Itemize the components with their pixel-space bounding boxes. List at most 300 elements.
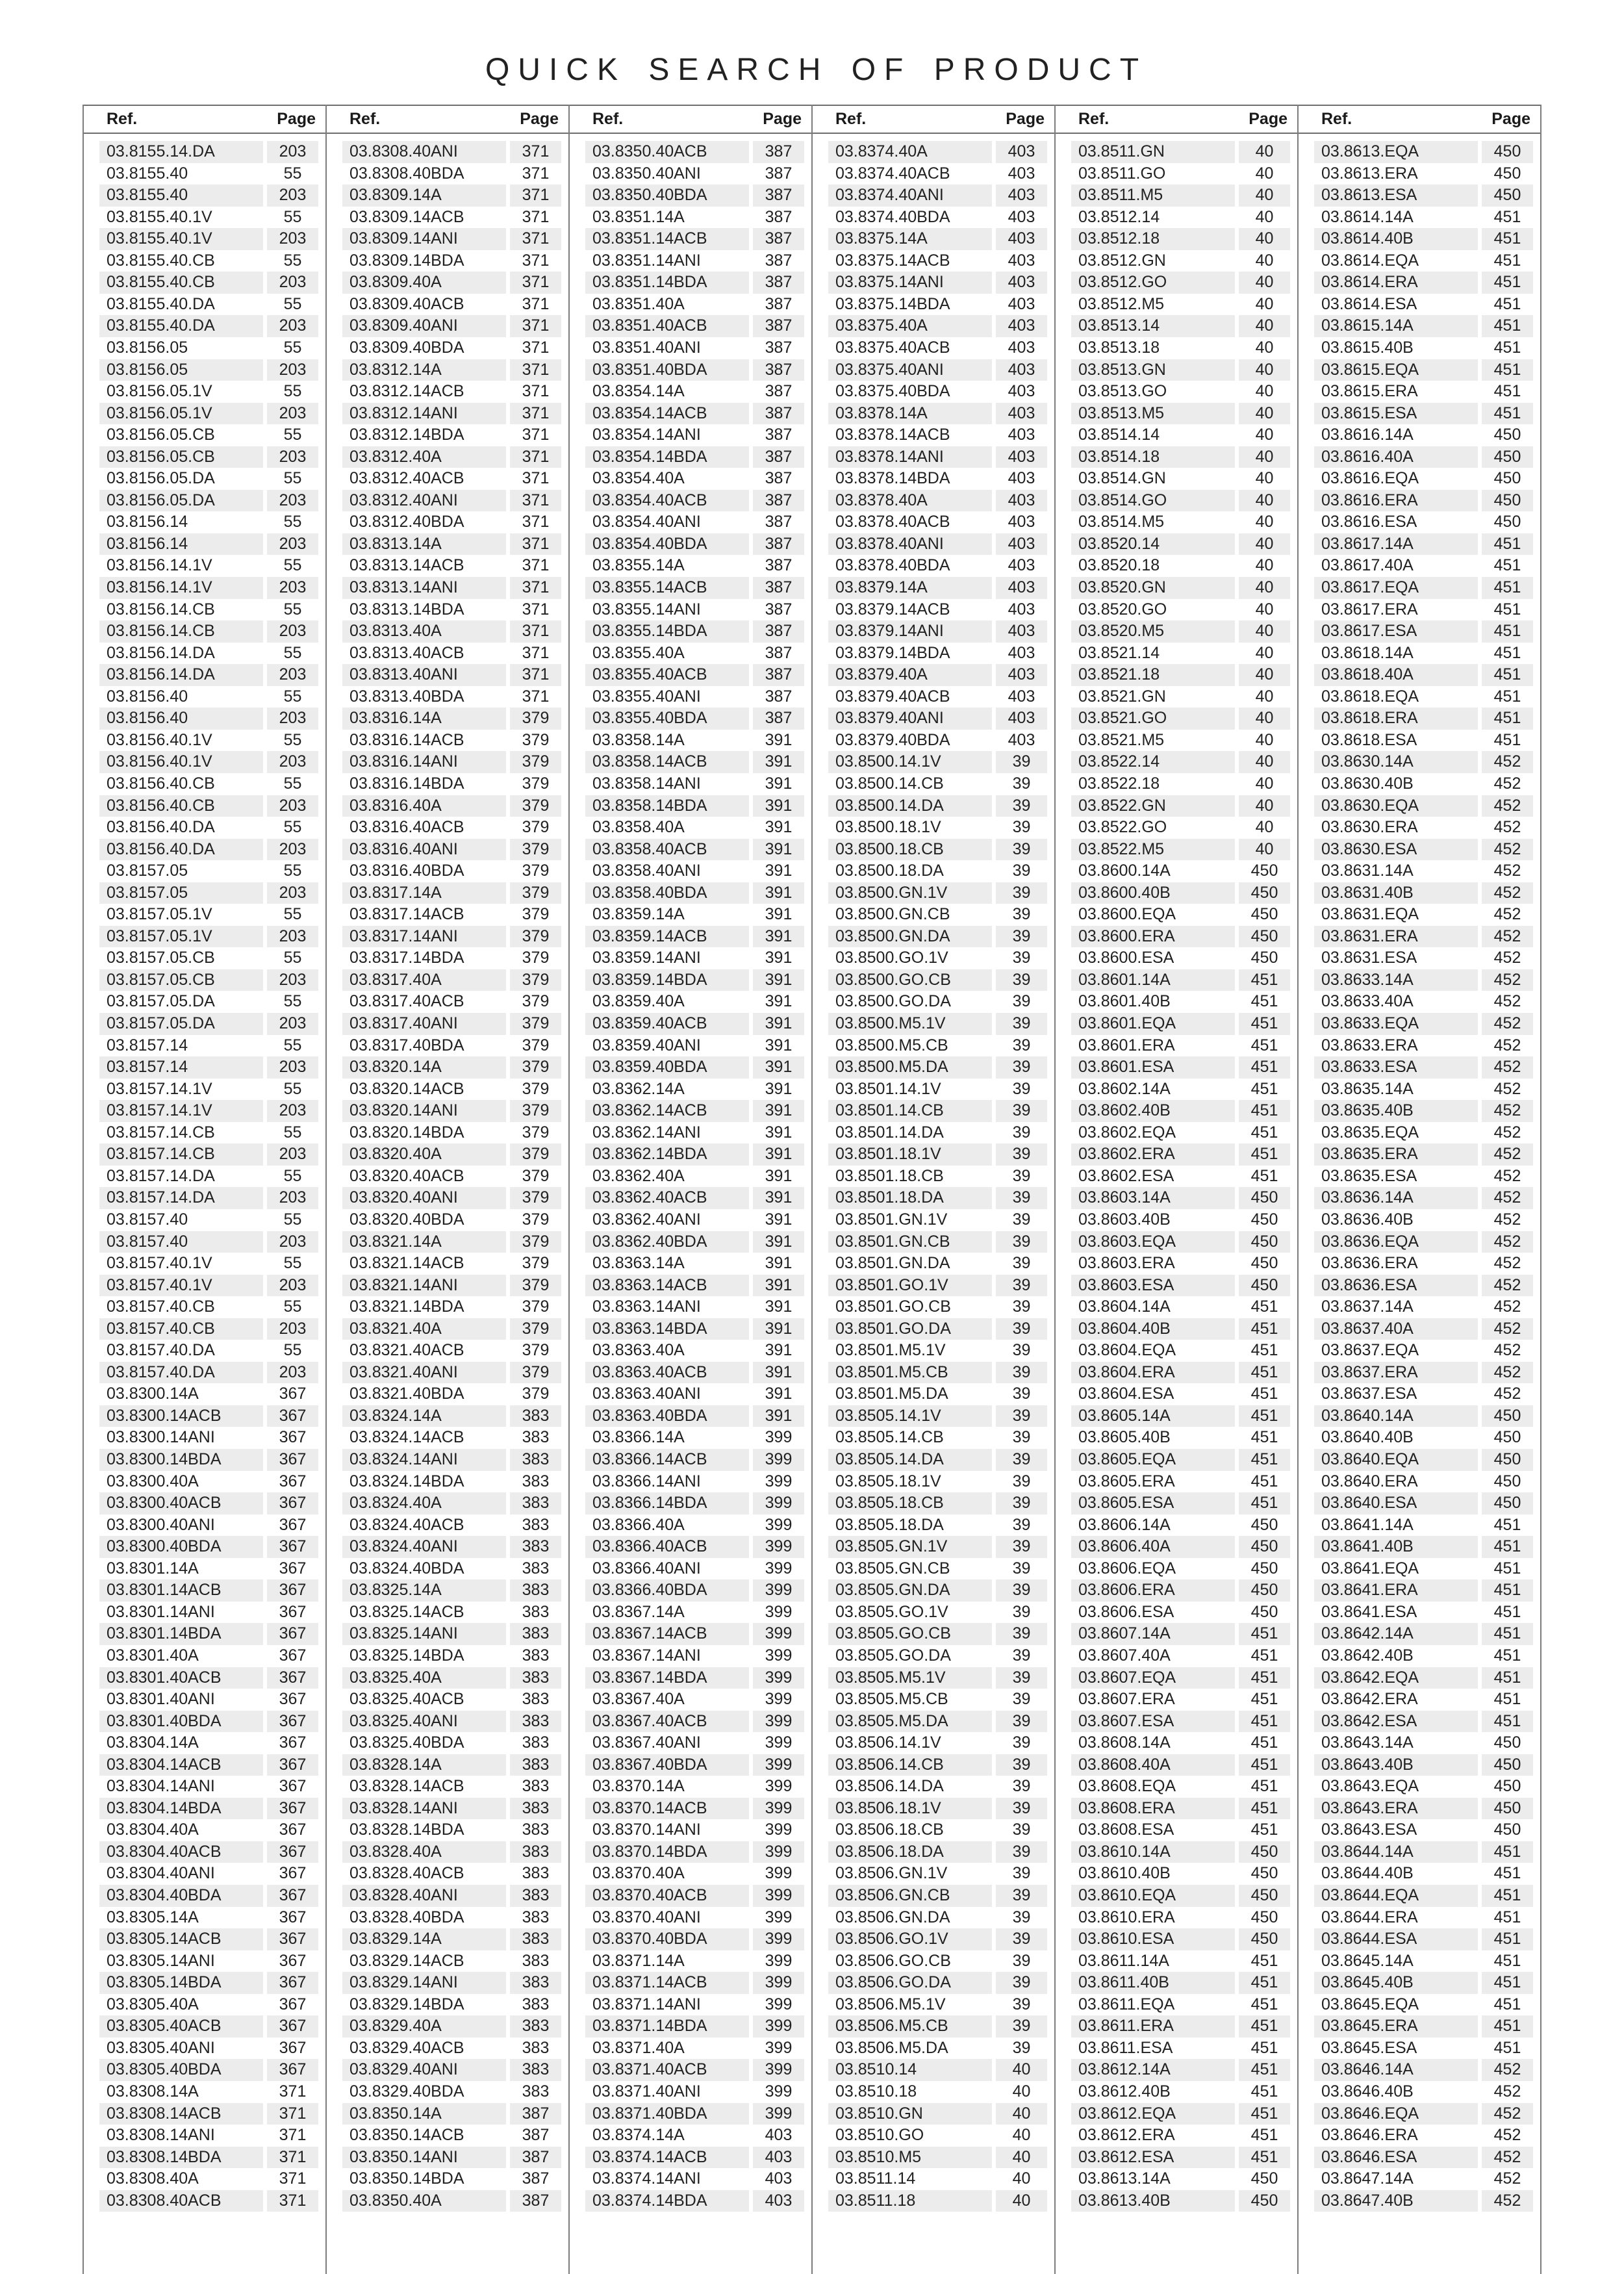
index-row [1298, 2168, 1541, 2190]
ref-code: 03.8366.40BDA [585, 1579, 749, 1602]
ref-code: 03.8603.EQA [1071, 1231, 1235, 1253]
page-number: 40 [1255, 687, 1274, 706]
page-number: 40 [1239, 708, 1290, 730]
ref-code: 03.8379.14BDA [835, 643, 950, 662]
page-number: 451 [1493, 600, 1521, 619]
index-row [83, 1035, 326, 1057]
page-number: 399 [765, 1908, 793, 1926]
ref-code: 03.8613.ERA [1321, 164, 1418, 183]
page-number: 450 [1239, 882, 1290, 904]
index-row [812, 599, 1055, 621]
page-number: 391 [765, 862, 793, 880]
index-row [326, 1579, 569, 1602]
ref-code: 03.8316.14A [342, 708, 506, 730]
ref-code: 03.8157.14.DA [99, 1187, 263, 1209]
index-row [1298, 1645, 1541, 1667]
index-row [83, 555, 326, 577]
ref-code: 03.8305.14ACB [99, 1928, 263, 1950]
page-number: 39 [996, 1711, 1047, 1733]
index-row [83, 1623, 326, 1645]
index-row [83, 1667, 326, 1689]
index-row [1055, 2125, 1298, 2147]
page-number: 203 [267, 533, 318, 556]
index-row [326, 1645, 569, 1667]
ref-code: 03.8616.ESA [1321, 513, 1417, 531]
index-row [83, 904, 326, 926]
ref-code: 03.8362.14ANI [592, 1123, 701, 1142]
page-number: 452 [1482, 1187, 1533, 1209]
index-row [569, 1776, 812, 1798]
index-row [83, 228, 326, 250]
index-row [1298, 1231, 1541, 1253]
ref-code: 03.8355.40A [592, 643, 685, 662]
index-row [569, 2059, 812, 2081]
ref-code: 03.8156.14.1V [107, 556, 212, 575]
index-row [569, 1013, 812, 1035]
ref-code: 03.8359.14A [592, 905, 685, 924]
ref-code: 03.8606.ESA [1078, 1602, 1174, 1621]
page-number: 451 [1493, 1951, 1521, 1970]
ref-code: 03.8308.14ANI [107, 2126, 215, 2145]
ref-code: 03.8324.14ACB [349, 1428, 464, 1447]
index-row [812, 1558, 1055, 1580]
page-number: 40 [1255, 382, 1274, 401]
page-number: 371 [522, 643, 550, 662]
index-row [83, 250, 326, 272]
page-number: 39 [1012, 1385, 1031, 1403]
index-row [1055, 1579, 1298, 1602]
index-row [326, 1863, 569, 1885]
page-number: 387 [753, 533, 804, 556]
ref-code: 03.8354.40ACB [585, 490, 749, 512]
index-row [326, 533, 569, 556]
ref-code: 03.8316.14ACB [349, 730, 464, 749]
index-row [1055, 1209, 1298, 1231]
page-number: 452 [1493, 818, 1521, 837]
index-row [1298, 1536, 1541, 1558]
index-row [1055, 882, 1298, 904]
index-row [812, 2015, 1055, 2038]
page-number: 399 [753, 1972, 804, 1994]
index-row [812, 839, 1055, 861]
page-number: 383 [510, 2059, 561, 2081]
index-row [1298, 991, 1541, 1013]
page-number: 451 [1250, 2126, 1278, 2145]
page-number: 40 [1239, 228, 1290, 250]
page-number: 451 [1482, 1928, 1533, 1950]
index-row [569, 599, 812, 621]
ref-header: Ref. [592, 110, 624, 128]
page-number: 367 [279, 1733, 307, 1752]
index-row [83, 882, 326, 904]
index-row [1055, 1166, 1298, 1188]
page-number: 371 [267, 2190, 318, 2212]
index-row [812, 817, 1055, 839]
index-row [569, 533, 812, 556]
ref-code: 03.8325.14ACB [349, 1602, 464, 1621]
index-row [1055, 1667, 1298, 1689]
page-number: 451 [1250, 2038, 1278, 2057]
index-row [326, 2059, 569, 2081]
page-number: 367 [279, 1472, 307, 1490]
ref-code: 03.8157.05 [107, 862, 188, 880]
index-row [326, 1362, 569, 1384]
page-number: 451 [1239, 1798, 1290, 1820]
page-number: 55 [283, 1254, 302, 1273]
ref-code: 03.8646.ERA [1321, 2126, 1418, 2145]
ref-code: 03.8512.GO [1071, 272, 1235, 294]
index-row [569, 991, 812, 1013]
page-number: 367 [267, 1841, 318, 1863]
page-number: 452 [1493, 1254, 1521, 1273]
index-row [326, 207, 569, 229]
index-row [569, 2190, 812, 2212]
index-column [1298, 105, 1541, 2274]
ref-code: 03.8643.14A [1321, 1733, 1414, 1752]
page-number: 371 [522, 600, 550, 619]
page-number: 55 [283, 1341, 302, 1360]
ref-code: 03.8643.ERA [1314, 1798, 1478, 1820]
ref-code: 03.8640.EQA [1314, 1449, 1478, 1471]
ref-code: 03.8304.40ACB [99, 1841, 263, 1863]
page-number: 391 [753, 882, 804, 904]
index-row [1055, 969, 1298, 991]
ref-code: 03.8644.EQA [1314, 1885, 1478, 1907]
ref-code: 03.8602.14A [1078, 1079, 1171, 1098]
ref-code: 03.8313.14BDA [349, 600, 464, 619]
page-number: 403 [1008, 469, 1035, 488]
index-row [1055, 1623, 1298, 1645]
ref-code: 03.8324.40BDA [349, 1559, 464, 1578]
page-number: 203 [267, 1013, 318, 1035]
page-number: 39 [996, 1928, 1047, 1950]
index-row [83, 577, 326, 599]
index-row [812, 1885, 1055, 1907]
page-number: 40 [1255, 818, 1274, 837]
index-row [83, 1907, 326, 1929]
index-row [812, 1405, 1055, 1427]
index-row [1298, 1885, 1541, 1907]
page-number: 452 [1482, 926, 1533, 948]
page-number: 387 [522, 2169, 550, 2188]
page-number: 379 [522, 1210, 550, 1229]
index-row [1298, 185, 1541, 207]
ref-code: 03.8635.40B [1314, 1100, 1478, 1122]
ref-code: 03.8611.40B [1071, 1972, 1235, 1994]
index-row [1055, 1885, 1298, 1907]
ref-code: 03.8312.14ANI [342, 403, 506, 425]
page-number: 399 [753, 2015, 804, 2038]
page-number: 383 [522, 1472, 550, 1490]
ref-code: 03.8613.EQA [1314, 141, 1478, 163]
index-row [1298, 1296, 1541, 1318]
ref-code: 03.8359.40ACB [585, 1013, 749, 1035]
ref-code: 03.8362.40BDA [585, 1231, 749, 1253]
page-number: 451 [1239, 1492, 1290, 1514]
index-row [1298, 1558, 1541, 1580]
ref-code: 03.8156.40.CB [99, 795, 263, 817]
ref-code: 03.8367.14BDA [585, 1667, 749, 1689]
ref-code: 03.8618.ERA [1314, 708, 1478, 730]
index-row [1298, 403, 1541, 425]
page-number: 40 [1239, 795, 1290, 817]
index-row [1055, 1079, 1298, 1101]
ref-code: 03.8633.EQA [1314, 1013, 1478, 1035]
index-row [1298, 882, 1541, 904]
page-number: 55 [283, 251, 302, 270]
page-number: 383 [522, 1733, 550, 1752]
index-row [326, 1602, 569, 1624]
page-number: 39 [1012, 818, 1031, 837]
index-row [569, 337, 812, 359]
page-number: 55 [283, 1123, 302, 1142]
page-number: 451 [1239, 1449, 1290, 1471]
page-number: 39 [1012, 1820, 1031, 1839]
page-number: 450 [1239, 1928, 1290, 1950]
page-number: 383 [522, 1428, 550, 1447]
ref-code: 03.8363.14ANI [592, 1297, 701, 1316]
index-row [326, 1514, 569, 1537]
page-number: 371 [510, 403, 561, 425]
index-row [326, 730, 569, 752]
page-number: 403 [996, 664, 1047, 686]
ref-code: 03.8313.14A [342, 533, 506, 556]
index-row [1298, 163, 1541, 185]
ref-code: 03.8630.ERA [1321, 818, 1418, 837]
page-number: 371 [510, 228, 561, 250]
index-row [83, 446, 326, 468]
ref-code: 03.8500.GO.CB [828, 969, 992, 991]
index-row [83, 1013, 326, 1035]
page-number: 203 [267, 446, 318, 468]
index-row [1055, 207, 1298, 229]
ref-code: 03.8359.40BDA [585, 1056, 749, 1079]
ref-code: 03.8157.05.1V [107, 905, 212, 924]
page-number: 451 [1482, 620, 1533, 643]
index-row [326, 947, 569, 969]
page-number: 371 [522, 338, 550, 357]
index-row [812, 1928, 1055, 1950]
index-row [83, 686, 326, 708]
index-row [569, 839, 812, 861]
ref-code: 03.8300.40BDA [99, 1536, 263, 1558]
ref-code: 03.8351.40ANI [592, 338, 701, 357]
page-number: 451 [1250, 1166, 1278, 1185]
index-row [569, 730, 812, 752]
page-number: 452 [1493, 992, 1521, 1011]
index-row [326, 1209, 569, 1231]
index-row [1055, 359, 1298, 381]
ref-code: 03.8374.40ANI [828, 185, 992, 207]
ref-code: 03.8603.14A [1071, 1187, 1235, 1209]
index-column [1055, 105, 1298, 2274]
page-number: 383 [522, 1646, 550, 1665]
page-number: 451 [1250, 992, 1278, 1011]
ref-code: 03.8637.14A [1321, 1297, 1414, 1316]
ref-code: 03.8615.ERA [1321, 382, 1418, 401]
ref-code: 03.8640.14A [1314, 1405, 1478, 1427]
page-number: 451 [1493, 1690, 1521, 1709]
index-row [812, 490, 1055, 512]
ref-code: 03.8612.ERA [1078, 2126, 1175, 2145]
ref-code: 03.8500.M5.1V [828, 1013, 992, 1035]
ref-code: 03.8321.40ACB [349, 1341, 464, 1360]
ref-code: 03.8511.GN [1071, 141, 1235, 163]
index-row [326, 1776, 569, 1798]
page-number: 450 [1250, 1559, 1278, 1578]
ref-code: 03.8366.14A [592, 1428, 685, 1447]
ref-code: 03.8156.40.1V [107, 730, 212, 749]
ref-code: 03.8304.40BDA [99, 1885, 263, 1907]
ref-code: 03.8637.40A [1314, 1318, 1478, 1340]
index-row [1055, 730, 1298, 752]
ref-code: 03.8601.ESA [1071, 1056, 1235, 1079]
index-row [1055, 1798, 1298, 1820]
ref-code: 03.8633.ESA [1314, 1056, 1478, 1079]
page-number: 391 [753, 1187, 804, 1209]
ref-code: 03.8354.14BDA [585, 446, 749, 468]
ref-code: 03.8505.M5.CB [835, 1690, 948, 1709]
ref-code: 03.8351.40ACB [585, 315, 749, 337]
page-number: 452 [1493, 1341, 1521, 1360]
page-number: 39 [1012, 1254, 1031, 1273]
index-row [569, 207, 812, 229]
page-number: 55 [283, 730, 302, 749]
index-row [1298, 2081, 1541, 2103]
page-number: 451 [1482, 1536, 1533, 1558]
page-number: 40 [1255, 338, 1274, 357]
ref-code: 03.8316.40BDA [349, 862, 464, 880]
index-row [83, 1296, 326, 1318]
index-row [83, 207, 326, 229]
index-row [83, 708, 326, 730]
ref-code: 03.8636.40B [1321, 1210, 1414, 1229]
ref-code: 03.8367.40ANI [592, 1733, 701, 1752]
index-row [812, 1275, 1055, 1297]
index-row [326, 969, 569, 991]
index-row [1055, 294, 1298, 316]
page-number: 452 [1493, 1385, 1521, 1403]
ref-code: 03.8641.ERA [1314, 1579, 1478, 1602]
ref-code: 03.8378.40BDA [835, 556, 950, 575]
ref-code: 03.8633.ERA [1321, 1036, 1418, 1054]
ref-code: 03.8300.14A [107, 1385, 199, 1403]
page-number: 371 [522, 426, 550, 444]
page-number: 379 [522, 1341, 550, 1360]
ref-code: 03.8506.GO.CB [835, 1951, 951, 1970]
page-number: 387 [510, 2147, 561, 2169]
ref-code: 03.8157.14 [107, 1036, 188, 1054]
page-number: 379 [522, 992, 550, 1011]
ref-code: 03.8374.14BDA [585, 2190, 749, 2212]
index-row [326, 163, 569, 185]
page-number: 387 [510, 2190, 561, 2212]
index-row [812, 2190, 1055, 2212]
index-row [1055, 185, 1298, 207]
page-number: 367 [279, 1820, 307, 1839]
index-row [569, 1079, 812, 1101]
index-row [569, 1863, 812, 1885]
index-row [326, 1950, 569, 1973]
page-number: 379 [510, 1231, 561, 1253]
ref-code: 03.8607.ESA [1071, 1711, 1235, 1733]
ref-code: 03.8379.14A [828, 577, 992, 599]
page-number: 379 [510, 1100, 561, 1122]
page-number: 391 [765, 730, 793, 749]
ref-code: 03.8610.14A [1071, 1841, 1235, 1863]
index-row [812, 686, 1055, 708]
page-number: 451 [1239, 1667, 1290, 1689]
page-number: 403 [996, 533, 1047, 556]
page-number: 39 [996, 795, 1047, 817]
index-row [83, 1754, 326, 1776]
ref-code: 03.8636.ESA [1314, 1275, 1478, 1297]
ref-code: 03.8501.M5.DA [835, 1385, 948, 1403]
ref-code: 03.8642.14A [1314, 1623, 1478, 1645]
page-number: 39 [996, 1405, 1047, 1427]
index-row [326, 2147, 569, 2169]
ref-code: 03.8606.14A [1078, 1515, 1171, 1534]
ref-code: 03.8362.14ACB [585, 1100, 749, 1122]
ref-code: 03.8615.14A [1314, 315, 1478, 337]
index-row [569, 664, 812, 686]
page-number: 451 [1493, 1515, 1521, 1534]
index-row [812, 1863, 1055, 1885]
index-row [83, 1383, 326, 1405]
ref-code: 03.8607.EQA [1071, 1667, 1235, 1689]
page-number: 39 [1012, 1951, 1031, 1970]
ref-code: 03.8510.GN [828, 2103, 992, 2125]
index-row [569, 1296, 812, 1318]
index-row [326, 773, 569, 795]
page-number: 403 [1008, 687, 1035, 706]
index-row [326, 272, 569, 294]
ref-code: 03.8378.14BDA [835, 469, 950, 488]
index-row [1055, 1427, 1298, 1449]
page-number: 367 [267, 1754, 318, 1776]
index-row [1055, 1732, 1298, 1754]
page-number: 371 [510, 533, 561, 556]
index-row [83, 1798, 326, 1820]
ref-code: 03.8321.14BDA [349, 1297, 464, 1316]
page-number: 371 [510, 315, 561, 337]
page-number: 403 [753, 2190, 804, 2212]
page-number: 379 [510, 1275, 561, 1297]
ref-code: 03.8359.14ACB [585, 926, 749, 948]
ref-code: 03.8616.14A [1321, 426, 1414, 444]
index-row [569, 1950, 812, 1973]
ref-code: 03.8601.40B [1078, 992, 1171, 1011]
index-row [1298, 228, 1541, 250]
index-row [1298, 686, 1541, 708]
ref-code: 03.8501.GO.CB [835, 1297, 951, 1316]
page-number: 203 [267, 185, 318, 207]
page-number: 403 [996, 490, 1047, 512]
index-row [326, 1275, 569, 1297]
ref-code: 03.8501.GN.DA [835, 1254, 950, 1273]
page-number: 55 [283, 600, 302, 619]
ref-code: 03.8603.ERA [1078, 1254, 1175, 1273]
index-row [326, 1427, 569, 1449]
page-number: 379 [522, 862, 550, 880]
ref-code: 03.8618.40A [1314, 664, 1478, 686]
ref-code: 03.8354.40BDA [585, 533, 749, 556]
page-number: 39 [1012, 1036, 1031, 1054]
index-row [326, 1689, 569, 1711]
index-row [1055, 2103, 1298, 2125]
index-row [326, 1383, 569, 1405]
index-row [83, 751, 326, 773]
